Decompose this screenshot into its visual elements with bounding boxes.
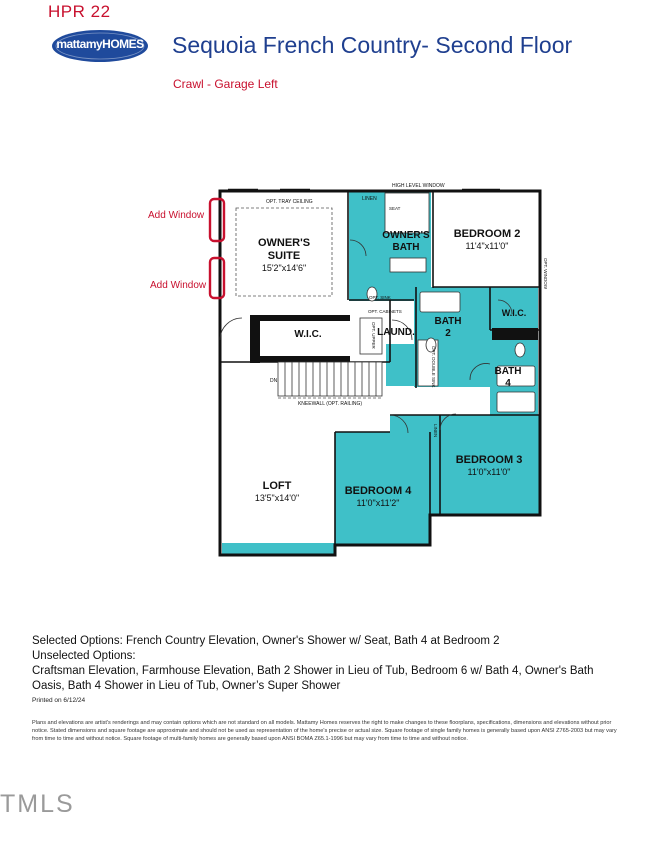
bedroom-2-dimensions: 11'4"x11'0" (465, 241, 509, 251)
seat-label: SEAT (389, 206, 401, 211)
printed-date: Printed on 6/12/24 (32, 697, 86, 704)
owners-suite-label: OWNER'S (257, 237, 311, 249)
owners-bath-label-2: BATH (392, 242, 420, 253)
add-window-markup-2 (210, 258, 224, 298)
bath-2-number: 2 (445, 328, 451, 339)
high-window-label: HIGH LEVEL WINDOW (392, 183, 445, 189)
laundry-label: LAUND. (377, 327, 415, 338)
options-block (32, 634, 622, 694)
loft-label: LOFT (262, 480, 292, 492)
legal-disclaimer: Plans and elevations are artist's renderings and may contain options which are not standard on all models. Mattamy Homes reserves the right to make changes to these floorplans, specifications, dimensions and elevations without prior notice. Stated dimensions and square footage are approximate and should not be used as representation of the home's precise or actual size. Square footage of single family homes is generally based upon ANSI Z765-2003 but may vary from time to time and without notice. Square footage of multi-family homes are generally based upon ANSI BOMA Z65.1-1996 but may vary from time to time and without notice. (32, 720, 617, 742)
owners-suite-label-2: SUITE (267, 250, 301, 262)
opt-cabinets-label: OPT. CABINETS (368, 309, 402, 314)
bedroom-4-dimensions: 11'0"x11'2" (356, 498, 400, 508)
bedroom-4-label: BEDROOM 4 (344, 485, 412, 497)
bath-4-label: BATH (494, 366, 522, 377)
unselected-options-heading: Unselected Options: (32, 650, 136, 662)
wic-owner-label: W.I.C. (294, 329, 322, 340)
page-subtitle: Crawl - Garage Left (173, 77, 278, 91)
linen-2-label: LINEN (433, 424, 438, 438)
loft-dimensions: 13'5"x14'0" (254, 493, 300, 503)
page-title: Sequoia French Country- Second Floor (172, 32, 573, 58)
add-window-note-2: Add Window (150, 280, 207, 291)
add-window-markup-1 (210, 199, 224, 241)
opt-double-sink-label: OPT. DOUBLE SINK (431, 346, 436, 388)
bath-2-label: BATH (434, 316, 462, 327)
unselected-options: Craftsman Elevation, Farmhouse Elevation, Bath 2 Shower in Lieu of Tub, Bedroom 6 w/ Bath 4, Owner's Bath Oasis, Bath 4 Shower in Lieu of Tub, Owner’s Super Shower (32, 665, 594, 692)
add-window-note-1: Add Window (148, 210, 205, 221)
plan-code: HPR 22 (48, 2, 111, 21)
wic-bath-label: W.I.C. (501, 308, 527, 318)
second-floor-plan (140, 160, 560, 570)
down-label: DN (270, 378, 278, 384)
bedroom-3-dimensions: 11'0"x11'0" (467, 467, 511, 477)
bedroom-3-label: BEDROOM 3 (455, 454, 523, 466)
opt-window-label: OPT. WINDOW (543, 258, 548, 289)
staircase (278, 362, 382, 396)
tray-ceiling-label: OPT. TRAY CEILING (266, 199, 313, 205)
linen-label: LINEN (362, 196, 377, 202)
owners-suite-dimensions: 15'2"x14'6" (261, 263, 307, 273)
bath-4-number: 4 (505, 378, 511, 389)
opt-upper-label: OPT. UPPER (371, 322, 376, 349)
selected-options: Selected Options: French Country Elevation, Owner's Shower w/ Seat, Bath 4 at Bedroom 2 (32, 635, 500, 647)
logo-wordmark: mattamyHOMES (56, 37, 144, 51)
kneewall-label: KNEEWALL (OPT. RAILING) (297, 401, 363, 407)
owners-bath-label: OWNER'S (382, 230, 430, 241)
bedroom-2-label: BEDROOM 2 (453, 228, 521, 240)
opt-sink-label: OPT. SINK (369, 295, 391, 300)
tmls-watermark: TMLS (0, 790, 75, 818)
